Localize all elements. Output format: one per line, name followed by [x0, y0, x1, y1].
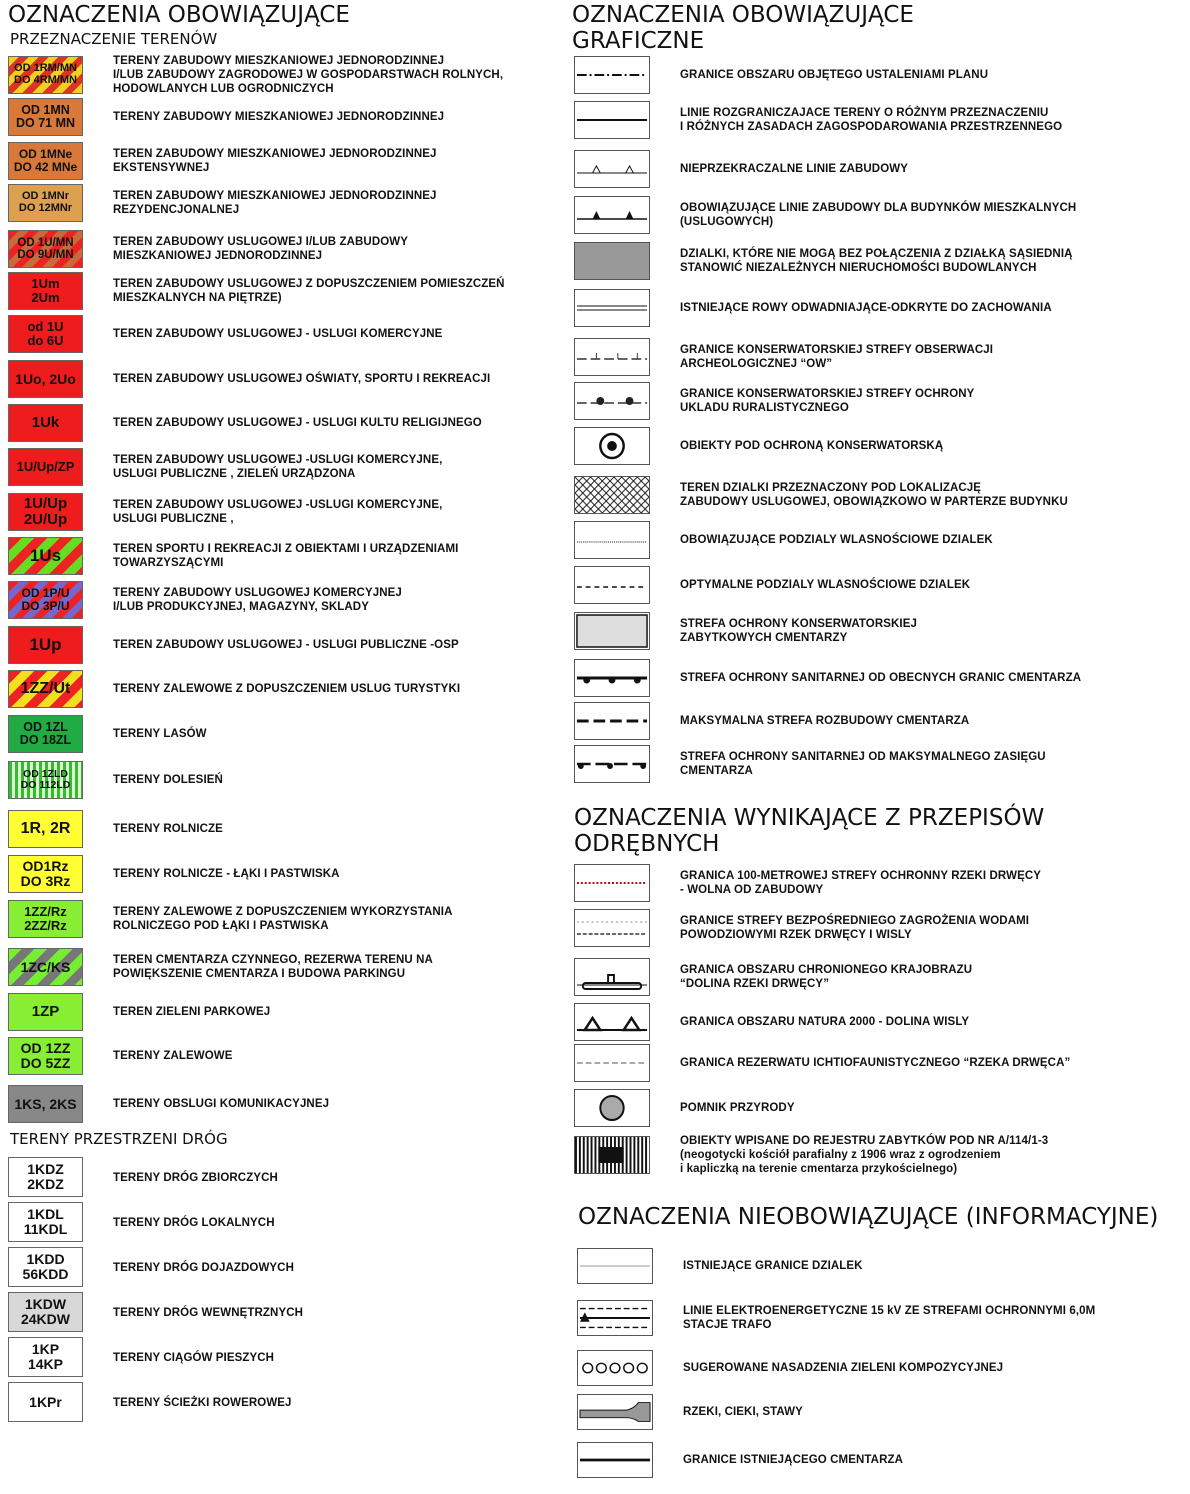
swatch-code: 1KS, 2KS — [14, 1095, 77, 1112]
swatch-code: DO 42 MNe — [13, 160, 78, 174]
swatch-code: DO 4RM/MN — [14, 74, 77, 86]
symbol-label: GRANICA OBSZARU NATURA 2000 - DOLINA WISLY — [680, 1016, 970, 1028]
land-use-swatch — [8, 360, 83, 398]
land-use-swatch — [8, 948, 83, 986]
map-symbol — [574, 659, 650, 697]
swatch-code: 1Um — [31, 276, 60, 292]
symbol-label: GRANICA 100-METROWEJ STREFY OCHRONNY RZEKI DRWĘCY - WOLNA OD ZABUDOWY — [680, 870, 1042, 896]
map-symbol — [574, 566, 650, 604]
swatch-code: DO 12MNr — [18, 202, 73, 214]
swatch-code: 1KDW — [24, 1296, 67, 1313]
symbol-label: SUGEROWANE NASADZENIA ZIELENI KOMPOZYCYJNEJ — [683, 1362, 1004, 1374]
land-use-label: TEREN ZABUDOWY USLUGOWEJ I/LUB ZABUDOWY MIESZKANIOWEJ JEDNORODZINNEJ — [113, 236, 409, 262]
road-label: TERENY CIĄGÓW PIESZYCH — [113, 1352, 275, 1364]
land-use-swatch — [8, 900, 83, 938]
land-use-label: TEREN ZABUDOWY MIESZKANIOWEJ JEDNORODZINNEJ EKSTENSYWNEJ — [113, 148, 437, 174]
land-use-swatch — [8, 230, 83, 268]
land-use-label: TEREN ZABUDOWY USLUGOWEJ -USLUGI KOMERCYJNE, USLUGI PUBLICZNE , — [113, 499, 443, 525]
map-symbol — [574, 1089, 650, 1127]
swatch-code: 11KDL — [23, 1221, 68, 1237]
symbol-label: GRANICE KONSERWATORSKIEJ STREFY OBSERWACJI ARCHEOLOGICZNEJ “OW” — [680, 344, 994, 370]
swatch-code: 1Up — [29, 635, 62, 655]
symbol-label: ISTNIEJĄCE GRANICE DZIALEK — [683, 1260, 863, 1272]
swatch-code: OD 1U/MN — [17, 236, 74, 249]
swatch-code: 1ZP — [31, 1003, 60, 1021]
land-use-swatch — [8, 142, 83, 180]
land-use-swatch — [8, 56, 83, 94]
swatch-code: OD 1MNe — [18, 147, 73, 162]
swatch-code: 1KDL — [27, 1206, 64, 1223]
symbol-label: GRANICA REZERWATU ICHTIOFAUNISTYCZNEGO “RZEKA DRWĘCA” — [680, 1057, 1071, 1069]
land-use-swatch — [8, 670, 83, 708]
map-symbol — [574, 909, 650, 947]
symbol-label: STREFA OCHRONY SANITARNEJ OD OBECNYCH GRANIC CMENTARZA — [680, 672, 1082, 684]
map-symbol — [574, 289, 650, 327]
land-use-label: TEREN ZABUDOWY USLUGOWEJ - USLUGI PUBLICZNE -OSP — [113, 639, 459, 651]
symbol-label: GRANICE OBSZARU OBJĘTEGO USTALENIAMI PLANU — [680, 69, 989, 81]
map-symbol — [577, 1394, 653, 1430]
swatch-code: 1Uk — [31, 414, 60, 432]
left-heading: OZNACZENIA OBOWIĄZUJĄCE — [8, 2, 350, 28]
swatch-code: 1R, 2R — [20, 819, 71, 837]
road-swatch — [8, 1157, 83, 1197]
swatch-code: OD 1ZLD — [23, 767, 68, 780]
swatch-code: DO 18ZL — [19, 733, 72, 747]
land-use-swatch — [8, 1085, 83, 1123]
land-use-swatch — [8, 184, 83, 222]
swatch-code: OD 1RM/MN — [14, 62, 77, 75]
land-use-swatch — [8, 761, 83, 799]
land-use-label: TERENY ROLNICZE - ŁĄKI I PASTWISKA — [113, 868, 340, 880]
swatch-code: 1KDD — [26, 1251, 65, 1268]
map-symbol — [574, 1136, 650, 1174]
symbol-label: LINIE ELEKTROENERGETYCZNE 15 kV ZE STREFAMI OCHRONNYMI 6,0M STACJE TRAFO — [683, 1305, 1096, 1331]
swatch-code: 2U/Up — [23, 511, 68, 528]
swatch-code: DO 71 MN — [15, 116, 76, 130]
map-symbol — [574, 56, 650, 94]
symbol-label: GRANICE STREFY BEZPOŚREDNIEGO ZAGROŻENIA WODAMI POWODZIOWYMI RZEK DRWĘCY I WISLY — [680, 915, 1030, 941]
swatch-code: OD 1MN — [21, 102, 70, 117]
symbol-label: OBIEKTY POD OCHRONĄ KONSERWATORSKĄ — [680, 440, 944, 452]
map-symbol — [577, 1442, 653, 1478]
roads-subheading: TERENY PRZESTRZENI DRÓG — [10, 1130, 228, 1148]
swatch-code: 1KPr — [29, 1393, 62, 1410]
land-use-label: TEREN ZABUDOWY USLUGOWEJ OŚWIATY, SPORTU I REKREACJI — [113, 373, 491, 385]
symbol-label: OPTYMALNE PODZIALY WLASNOŚCIOWE DZIALEK — [680, 579, 971, 591]
map-symbol — [574, 101, 650, 139]
land-use-swatch — [8, 404, 83, 442]
symbol-label: GRANICA OBSZARU CHRONIONEGO KRAJOBRAZU “DOLINA RZEKI DRWĘCY” — [680, 964, 973, 990]
land-use-label: TEREN CMENTARZA CZYNNEGO, REZERWA TERENU NA POWIĘKSZENIE CMENTARZA I BUDOWA PARKINGU — [113, 954, 433, 980]
map-symbol — [577, 1300, 653, 1336]
road-swatch — [8, 1247, 83, 1287]
land-use-swatch — [8, 537, 83, 575]
land-use-swatch — [8, 315, 83, 353]
road-label: TERENY DRÓG DOJAZDOWYCH — [113, 1262, 294, 1274]
symbol-label: OBIEKTY WPISANE DO REJESTRU ZABYTKÓW POD NR A/114/1-3 (neogotycki kościół parafialny z 1906 wraz z ogrodzeniem i kapliczką na terenie cmentarza przykościelnego) — [680, 1135, 1049, 1175]
symbol-label: TEREN DZIALKI PRZEZNACZONY POD LOKALIZACJĘ ZABUDOWY USLUGOWEJ, OBOWIĄZKOWO W PARTERZE BUDYNKU — [680, 482, 1068, 508]
symbol-label: POMNIK PRZYRODY — [680, 1102, 795, 1114]
land-use-swatch — [8, 810, 83, 848]
land-use-label: TERENY LASÓW — [113, 728, 207, 740]
swatch-code: OD 1P/U — [21, 586, 70, 601]
graphic-heading: OZNACZENIA OBOWIĄZUJĄCE GRAFICZNE — [572, 2, 914, 54]
land-use-swatch — [8, 855, 83, 893]
swatch-code: 1Us — [29, 546, 62, 566]
swatch-code: 1Uo, 2Uo — [15, 370, 76, 387]
land-use-swatch — [8, 626, 83, 664]
symbol-label: LINIE ROZGRANICZAJACE TERENY O RÓŻNYM PRZEZNACZENIU I RÓŻNYCH ZASADACH ZAGOSPODAROWANIA PRZESTRZENNEGO — [680, 107, 1063, 133]
symbol-label: OBOWIĄZUJĄCE PODZIALY WLASNOŚCIOWE DZIALEK — [680, 534, 993, 546]
swatch-code: 56KDD — [22, 1266, 69, 1282]
map-symbol — [574, 242, 650, 280]
swatch-code: OD1Rz — [22, 858, 69, 875]
land-use-swatch — [8, 993, 83, 1031]
map-symbol — [574, 338, 650, 376]
swatch-code: 1KP — [31, 1341, 60, 1358]
land-use-swatch — [8, 98, 83, 136]
land-use-label: TEREN ZABUDOWY USLUGOWEJ Z DOPUSZCZENIEM POMIESZCZEŃ MIESZKALNYCH NA PIĘTRZE) — [113, 278, 505, 304]
map-symbol — [577, 1248, 653, 1284]
land-use-label: TERENY OBSLUGI KOMUNIKACYJNEJ — [113, 1098, 330, 1110]
map-symbol — [574, 612, 650, 650]
map-symbol — [574, 958, 650, 996]
map-symbol — [574, 196, 650, 234]
land-use-label: TERENY ZALEWOWE — [113, 1050, 233, 1062]
road-swatch — [8, 1202, 83, 1242]
symbol-label: MAKSYMALNA STREFA ROZBUDOWY CMENTARZA — [680, 715, 970, 727]
map-symbol — [574, 521, 650, 559]
swatch-code: do 6U — [27, 333, 64, 348]
road-label: TERENY ŚCIEŻKI ROWEROWEJ — [113, 1397, 292, 1409]
swatch-code: 14KP — [27, 1356, 64, 1372]
symbol-label: STREFA OCHRONY SANITARNEJ OD MAKSYMALNEGO ZASIĘGU CMENTARZA — [680, 751, 1046, 777]
map-symbol — [574, 745, 650, 783]
symbol-label: NIEPRZEKRACZALNE LINIE ZABUDOWY — [680, 163, 908, 175]
road-label: TERENY DRÓG ZBIORCZYCH — [113, 1172, 278, 1184]
swatch-code: 1ZZ/Rz — [24, 904, 67, 920]
land-use-swatch — [8, 715, 83, 753]
swatch-code: 2KDZ — [27, 1176, 64, 1192]
road-swatch — [8, 1337, 83, 1377]
land-use-label: TEREN ZABUDOWY USLUGOWEJ - USLUGI KULTU RELIGIJNEGO — [113, 417, 482, 429]
symbol-label: DZIALKI, KTÓRE NIE MOGĄ BEZ POŁĄCZENIA Z DZIAŁKĄ SĄSIEDNIĄ STANOWIĆ NIEZALEŻNYCH NIERUCHOMOŚCI BUDOWLANYCH — [680, 248, 1073, 274]
road-swatch — [8, 1382, 83, 1422]
map-symbol — [574, 150, 650, 188]
symbol-label: ISTNIEJĄCE ROWY ODWADNIAJĄCE-ODKRYTE DO ZACHOWANIA — [680, 302, 1052, 314]
land-use-label: TEREN ZABUDOWY USLUGOWEJ -USLUGI KOMERCYJNE, USLUGI PUBLICZNE , ZIELEŃ URZĄDZONA — [113, 454, 443, 480]
land-use-subheading: PRZEZNACZENIE TERENÓW — [10, 30, 218, 48]
swatch-code: 1U/Up/ZP — [16, 459, 75, 475]
map-symbol — [574, 427, 650, 465]
symbol-label: STREFA OCHRONY KONSERWATORSKIEJ ZABYTKOWYCH CMENTARZY — [680, 618, 917, 644]
map-symbol — [574, 1003, 650, 1041]
land-use-swatch — [8, 581, 83, 619]
land-use-label: TERENY DOLESIEŃ — [113, 774, 223, 786]
symbol-label: GRANICE KONSERWATORSKIEJ STREFY OCHRONY UKLADU RURALISTYCZNEGO — [680, 388, 975, 414]
map-symbol — [574, 702, 650, 740]
swatch-code: 2Um — [31, 290, 60, 305]
swatch-code: 1ZC/KS — [20, 958, 71, 975]
land-use-label: TERENY ZALEWOWE Z DOPUSZCZENIEM WYKORZYSTANIA ROLNICZEGO POD ŁĄKI I PASTWISKA — [113, 906, 453, 932]
land-use-label: TEREN ZIELENI PARKOWEJ — [113, 1006, 271, 1018]
land-use-label: TERENY ZABUDOWY USLUGOWEJ KOMERCYJNEJ I/LUB PRODUKCYJNEJ, MAGAZYNY, SKLADY — [113, 587, 402, 613]
land-use-swatch — [8, 272, 83, 310]
road-label: TERENY DRÓG LOKALNYCH — [113, 1217, 275, 1229]
swatch-code: 1U/Up — [23, 495, 68, 513]
land-use-label: TERENY ZABUDOWY MIESZKANIOWEJ JEDNORODZINNEJ — [113, 111, 445, 123]
land-use-label: TEREN SPORTU I REKREACJI Z OBIEKTAMI I URZĄDZENIAMI TOWARZYSZĄCYMI — [113, 543, 459, 569]
symbol-label: RZEKI, CIEKI, STAWY — [683, 1406, 803, 1418]
swatch-code: OD 1ZL — [23, 719, 68, 734]
swatch-code: 1KDZ — [27, 1161, 64, 1178]
swatch-code: DO 3Rz — [20, 873, 71, 889]
land-use-label: TERENY ROLNICZE — [113, 823, 223, 835]
land-use-label: TEREN ZABUDOWY MIESZKANIOWEJ JEDNORODZINNEJ REZYDENCJONALNEJ — [113, 190, 437, 216]
land-use-label: TEREN ZABUDOWY USLUGOWEJ - USLUGI KOMERCYJNE — [113, 328, 443, 340]
regulations-heading: OZNACZENIA WYNIKAJĄCE Z PRZEPISÓW ODRĘBNYCH — [574, 805, 1045, 857]
symbol-label: GRANICE ISTNIEJĄCEGO CMENTARZA — [683, 1454, 904, 1466]
map-symbol — [574, 476, 650, 514]
swatch-code: OD 1ZZ — [20, 1040, 71, 1057]
swatch-code: 2ZZ/Rz — [24, 918, 67, 933]
swatch-code: 24KDW — [20, 1311, 70, 1327]
swatch-code: od 1U — [27, 319, 64, 335]
swatch-code: DO 112LD — [20, 779, 71, 791]
swatch-code: DO 9U/MN — [17, 249, 74, 261]
informational-heading: OZNACZENIA NIEOBOWIĄZUJĄCE (INFORMACYJNE) — [578, 1204, 1159, 1230]
symbol-label: OBOWIĄZUJĄCE LINIE ZABUDOWY DLA BUDYNKÓW MIESZKALNYCH (USLUGOWYCH) — [680, 202, 1077, 228]
land-use-swatch — [8, 1037, 83, 1075]
road-swatch — [8, 1292, 83, 1332]
road-label: TERENY DRÓG WEWNĘTRZNYCH — [113, 1307, 304, 1319]
swatch-code: 1ZZ/Ut — [20, 679, 71, 697]
land-use-swatch — [8, 448, 83, 486]
map-symbol — [577, 1350, 653, 1386]
swatch-code: DO 5ZZ — [20, 1055, 71, 1071]
map-symbol — [574, 1044, 650, 1082]
land-use-label: TERENY ZABUDOWY MIESZKANIOWEJ JEDNORODZINNEJ I/LUB ZABUDOWY ZAGRODOWEJ W GOSPODARSTWACH ROLNYCH, HODOWLANYCH LUB OGRODNICZYCH — [113, 55, 504, 95]
map-symbol — [574, 864, 650, 902]
swatch-code: OD 1MNr — [21, 190, 70, 203]
land-use-swatch — [8, 493, 83, 531]
swatch-code: DO 3P/U — [21, 599, 70, 613]
map-symbol — [574, 382, 650, 420]
land-use-label: TERENY ZALEWOWE Z DOPUSZCZENIEM USLUG TURYSTYKI — [113, 683, 461, 695]
